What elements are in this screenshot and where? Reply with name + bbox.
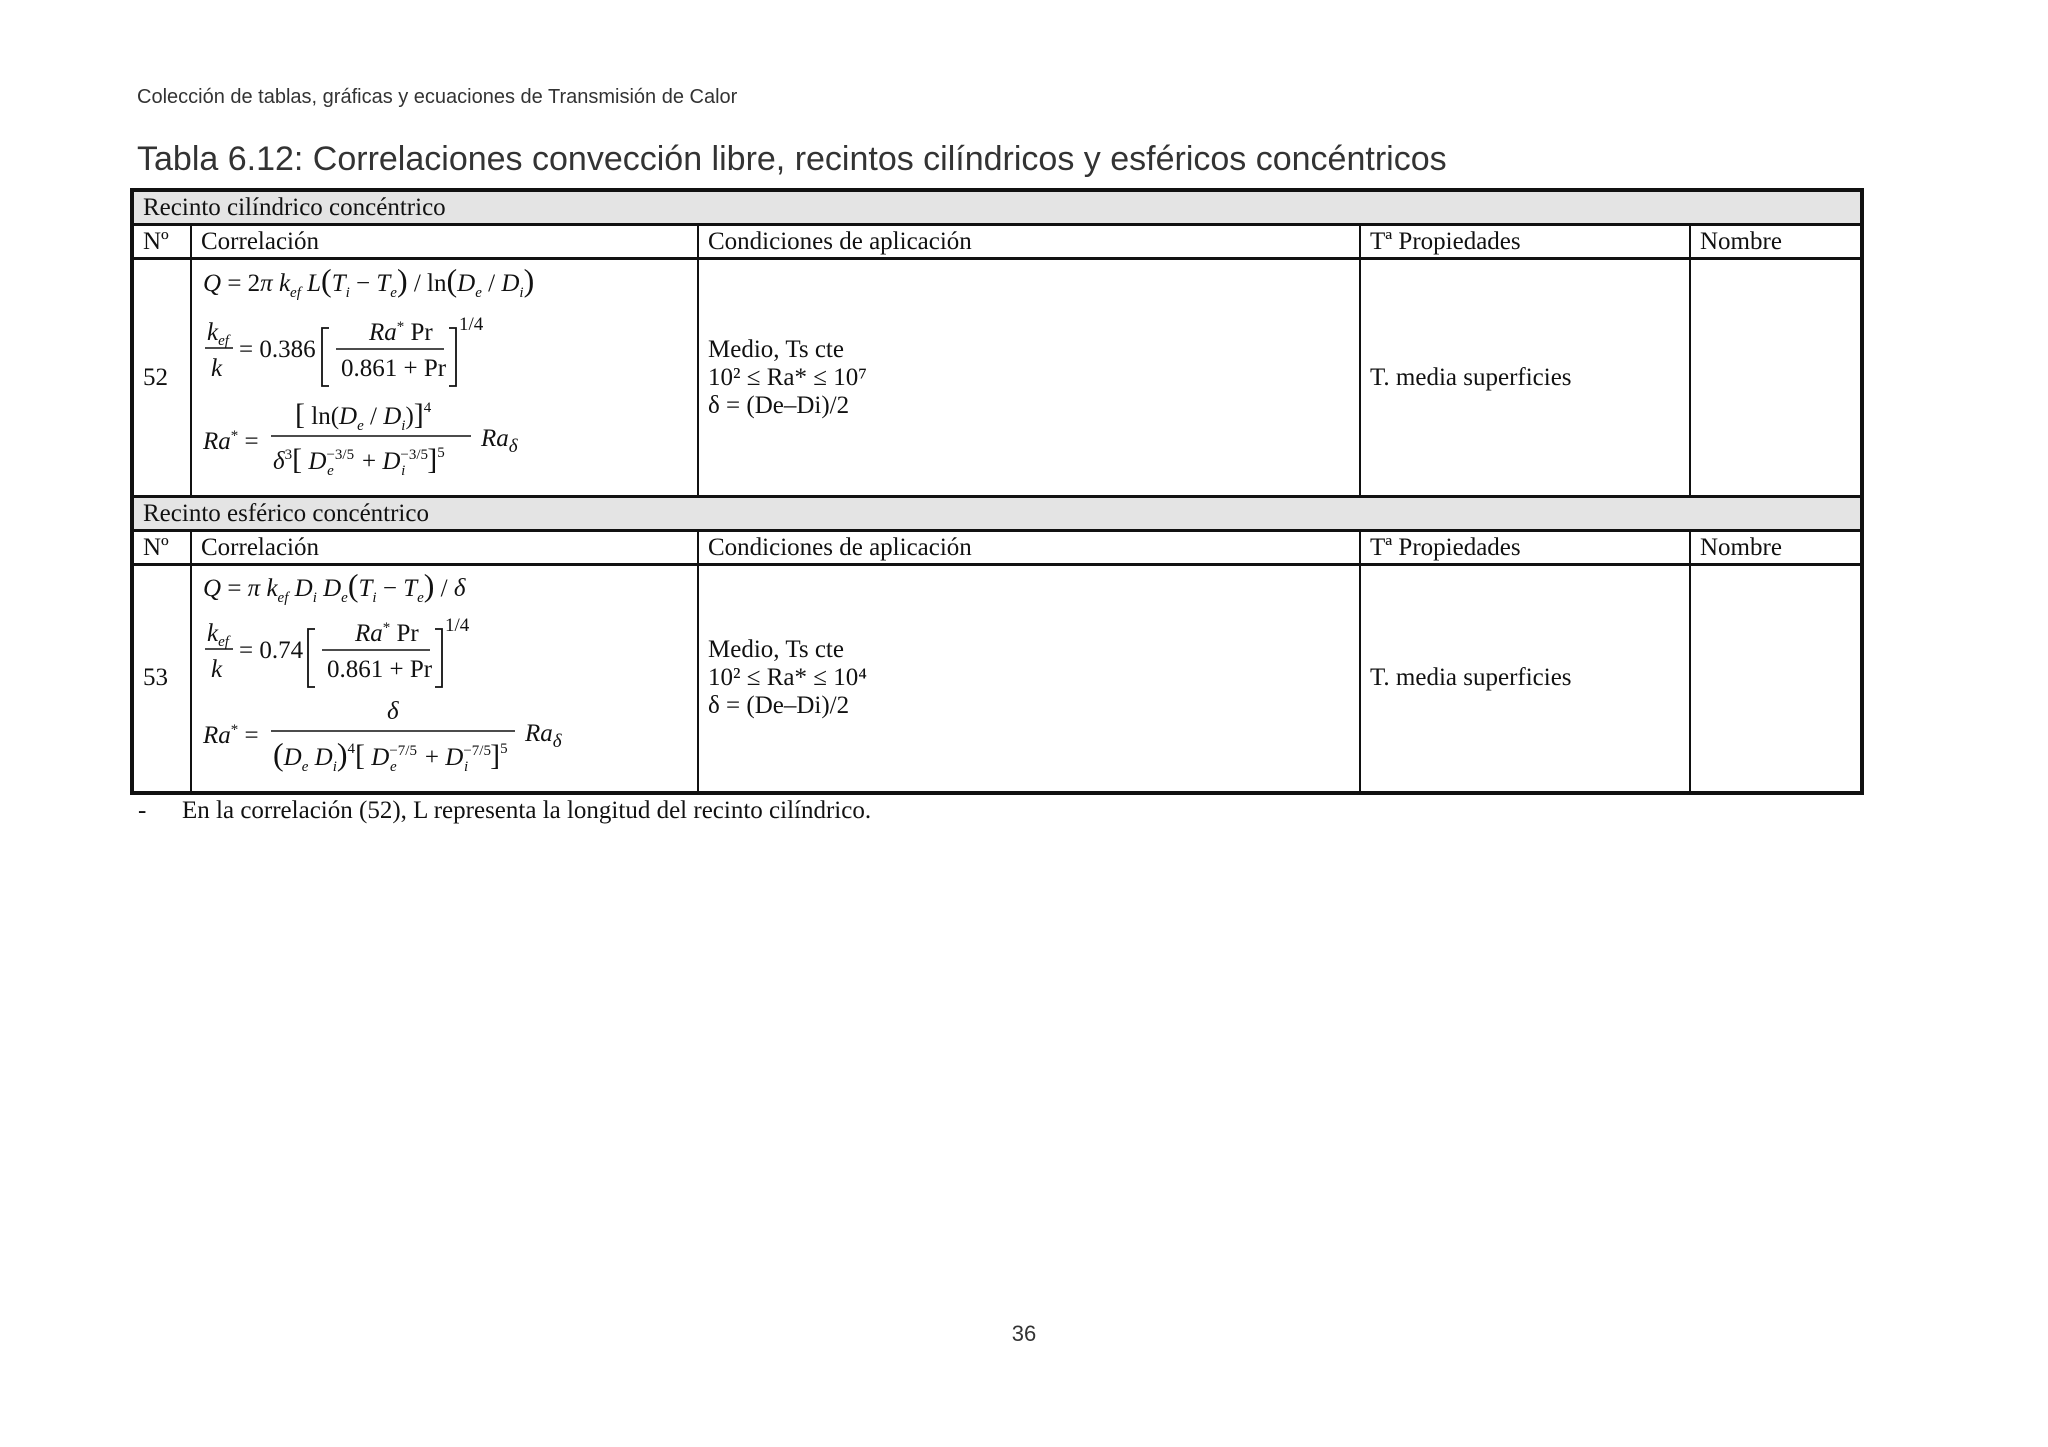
col-header-conditions: Condiciones de aplicación: [698, 531, 1360, 565]
svg-text:kef: $k_{ef}$: [207, 318, 229, 349]
svg-text:k: k: [211, 354, 223, 382]
page-number: 36: [1011, 1321, 1037, 1346]
row-number: 52: [132, 259, 191, 497]
section-title: Recinto cilíndrico concéntrico: [132, 190, 1862, 225]
properties-cell: T. media superficies: [1360, 259, 1690, 497]
col-header-no: Nº: [132, 531, 191, 565]
table-title: Tabla 6.12: Correlaciones convección libre, recintos cilíndricos y esféricos concéntricos: [137, 140, 1447, 178]
svg-text:= 0.74: = 0.74: [239, 637, 304, 665]
condition-line: Medio, Ts cte: [708, 335, 844, 363]
formula-52-svg: [201, 264, 681, 492]
col-header-conditions: Condiciones de aplicación: [698, 225, 1360, 259]
conditions-cell: [698, 259, 1360, 497]
column-header-row: [132, 531, 1862, 565]
svg-text:(De Di)4[ D−7/5e + D−7/5i]5: ($D_e$ $D_i)^4$[ $D^{-7/5}$ $e + D^{-7/5}$ i ]$^5$: [273, 736, 508, 776]
condition-line: Medio, Ts cte: [708, 636, 844, 664]
svg-text:δ3[ D−3/5e + D−3/5i]5: $\delta^3$[ $D^{-3/5}$ $e + D^{-3/5}$ i ]$^5$: [273, 442, 445, 479]
name-cell: [1690, 565, 1862, 793]
formula-53: [201, 569, 688, 787]
col-header-name: Nombre: [1690, 531, 1862, 565]
col-header-correlation: Correlación: [191, 225, 698, 259]
col-header-properties: Tª Propiedades: [1360, 531, 1690, 565]
section-title: Recinto esférico concéntrico: [132, 497, 1862, 531]
svg-text:1/4: 1/4: [445, 615, 470, 637]
svg-text:Ra* Pr: Ra* Pr: [355, 620, 419, 648]
svg-text:Q = π kef Di De(Ti − Te) / δ: Q = π $k_{ef}$ $D_i$ $D_e(T_i - T_e) / \delta$: [203, 569, 466, 607]
section-header-cylindrical: [132, 190, 1862, 225]
svg-text:[ ln(De / Di)]4: [ $\ln(D_e / D_i)]^4$: [295, 397, 432, 434]
correlation-formula: [191, 565, 698, 793]
footnote-bullet: -: [138, 797, 147, 824]
row-number: 53: [132, 565, 191, 793]
formula-53-svg: [201, 569, 681, 787]
properties-cell: T. media superficies: [1360, 565, 1690, 793]
condition-line: 10² ≤ Ra* ≤ 10⁴: [708, 664, 867, 692]
section-header-spherical: [132, 497, 1862, 531]
formula-52: [201, 264, 688, 492]
svg-text:Ra* =: Ra* =: [203, 427, 259, 455]
svg-text:δ: δ: [387, 698, 399, 726]
svg-text:0.861 + Pr: 0.861 + Pr: [327, 656, 433, 684]
svg-text:Ra* Pr: Ra* Pr: [369, 318, 433, 346]
correlation-formula: [191, 259, 698, 497]
svg-text:1/4: 1/4: [459, 313, 484, 335]
condition-line: δ = (De–Di)/2: [708, 391, 850, 419]
svg-text:Q = 2π kef L(Ti − Te) / ln(De: Q = 2π $k_{ef}$ $L(T_i - T_e) / \ln(D_e / D_i)$: [203, 263, 535, 301]
svg-text:0.861 + Pr: 0.861 + Pr: [341, 354, 447, 382]
svg-text:= 0.386: = 0.386: [239, 335, 316, 363]
col-header-no: Nº: [132, 225, 191, 259]
svg-text:Raδ: $Ra_\delta$: [481, 424, 518, 457]
col-header-properties: Tª Propiedades: [1360, 225, 1690, 259]
conditions-cell: [698, 565, 1360, 793]
svg-text:Raδ: $Ra_\delta$: [525, 720, 562, 753]
condition-line: 10² ≤ Ra* ≤ 10⁷: [708, 363, 867, 391]
col-header-name: Nombre: [1690, 225, 1862, 259]
col-header-correlation: Correlación: [191, 531, 698, 565]
svg-text:Ra* =: Ra* =: [203, 722, 259, 750]
table-row: [132, 565, 1862, 793]
footnote: [138, 797, 871, 825]
condition-line: δ = (De–Di)/2: [708, 692, 850, 720]
correlations-table: [130, 188, 1864, 795]
running-header: Colección de tablas, gráficas y ecuaciones de Transmisión de Calor: [137, 86, 738, 108]
table-row: [132, 259, 1862, 497]
footnote-text: En la correlación (52), L representa la longitud del recinto cilíndrico.: [182, 797, 872, 824]
name-cell: [1690, 259, 1862, 497]
svg-text:k: k: [211, 656, 223, 684]
column-header-row: [132, 225, 1862, 259]
svg-text:kef: $k_{ef}$: [207, 620, 229, 651]
